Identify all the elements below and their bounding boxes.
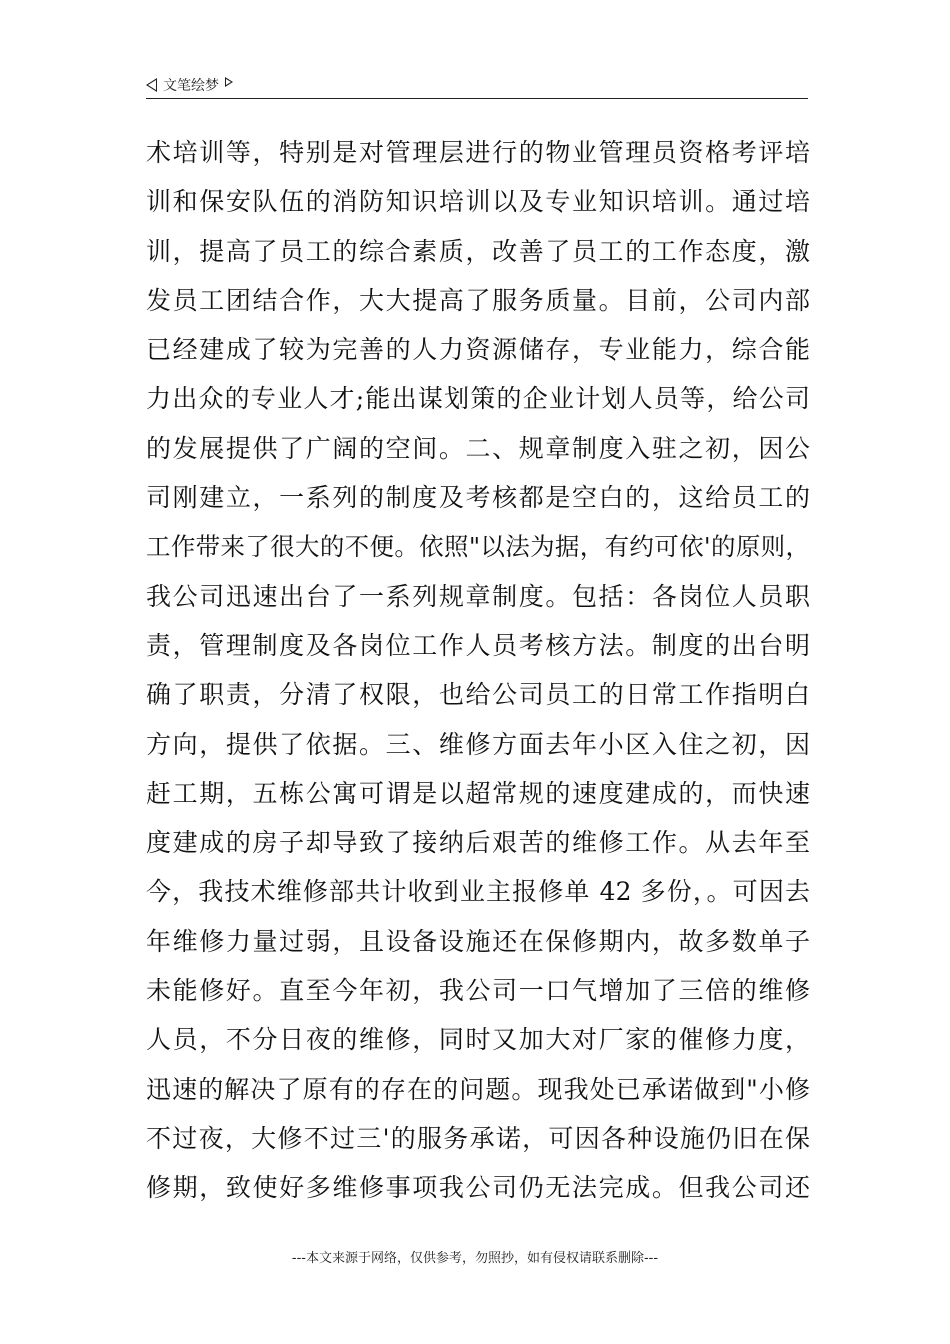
body-text-line: 未能修好。直至今年初，我公司一口气增加了三倍的维修 — [146, 976, 810, 1006]
body-text-line: 责，管理制度及各岗位工作人员考核方法。制度的出台明 — [146, 630, 810, 660]
body-text-line: 力出众的专业人才;能出谋划策的企业计划人员等，给公司 — [146, 384, 810, 414]
body-text-line: 工作带来了很大的不便。依照"以法为据，有约可依'的原则， — [146, 532, 810, 562]
body-text-line: 术培训等，特别是对管理层进行的物业管理员资格考评培 — [146, 138, 810, 167]
body-text-line: 发员工团结合作，大大提高了服务质量。目前，公司内部 — [146, 285, 810, 315]
body-text-line: 已经建成了较为完善的人力资源储存，专业能力，综合能 — [146, 335, 810, 365]
body-text-line: 年维修力量过弱，且设备设施还在保修期内，故多数单子 — [146, 926, 810, 956]
body-text-line: 人员，不分日夜的维修，同时又加大对厂家的催修力度， — [146, 1025, 810, 1055]
body-text-line: 训，提高了员工的综合素质，改善了员工的工作态度，激 — [146, 236, 810, 266]
body-text-line: 今，我技术维修部共计收到业主报修单 42 多份，。可因去 — [146, 877, 810, 907]
triangle-left-icon — [146, 78, 157, 92]
body-text-line: 方向，提供了依据。三、维修方面去年小区入住之初，因 — [146, 729, 810, 759]
body-text-line: 司刚建立，一系列的制度及考核都是空白的，这给员工的 — [146, 483, 810, 513]
body-text-line: 修期，致使好多维修事项我公司仍无法完成。但我公司还 — [146, 1173, 810, 1203]
header-title: 文笔绘梦 — [163, 78, 219, 94]
body-text-line: 迅速的解决了原有的存在的问题。现我处已承诺做到"小修 — [146, 1074, 810, 1104]
body-text-line: 度建成的房子却导致了接纳后艰苦的维修工作。从去年至 — [146, 828, 810, 858]
triangle-right-icon — [225, 77, 233, 87]
body-text-line: 确了职责，分清了权限，也给公司员工的日常工作指明白 — [146, 680, 810, 710]
body-text-line: 我公司迅速出台了一系列规章制度。包括：各岗位人员职 — [146, 581, 810, 611]
body-text-line: 不过夜，大修不过三'的服务承诺，可因各种设施仍旧在保 — [146, 1123, 810, 1153]
body-text-line: 训和保安队伍的消防知识培训以及专业知识培训。通过培 — [146, 187, 810, 217]
page-header — [146, 72, 808, 99]
footer-disclaimer: ---本文来源于网络，仅供参考，勿照抄，如有侵权请联系删除--- — [291, 1251, 659, 1266]
document-body — [146, 128, 810, 1213]
body-text-line: 赶工期，五栋公寓可谓是以超常规的速度建成的，而快速 — [146, 778, 810, 808]
body-text-line: 的发展提供了广阔的空间。二、规章制度入驻之初，因公 — [146, 433, 810, 463]
